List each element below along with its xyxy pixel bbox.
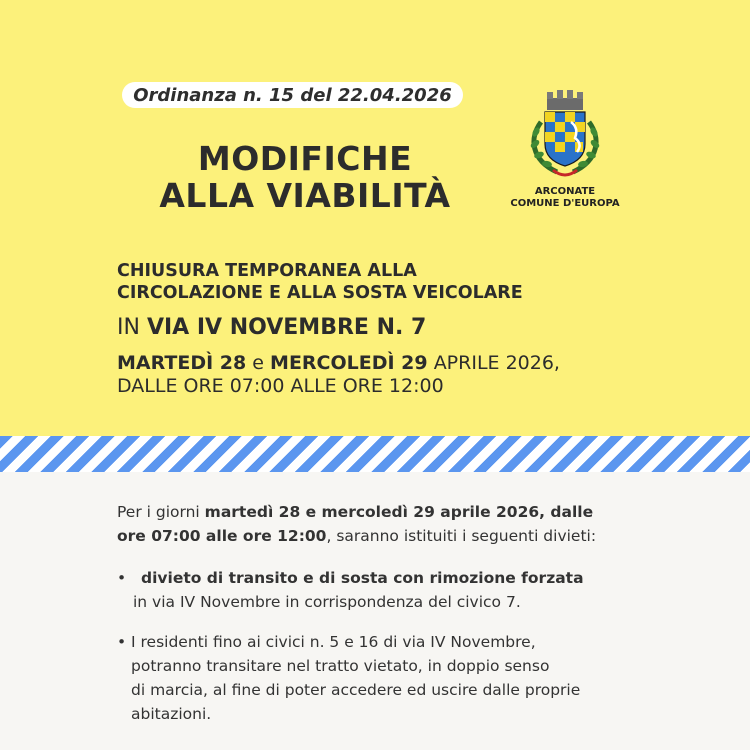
location-prefix: IN bbox=[117, 315, 140, 340]
title-line-1: MODIFICHE bbox=[197, 139, 413, 178]
striped-divider bbox=[0, 436, 750, 472]
bullet-2-line-1: I residenti fino ai civici n. 5 e 16 di via IV Novembre, bbox=[131, 633, 536, 651]
municipal-crest-logo bbox=[527, 88, 603, 184]
location-street: VIA IV NOVEMBRE N. 7 bbox=[146, 315, 427, 340]
bullet-2-line-2: potranno transitare nel tratto vietato, in doppio senso bbox=[131, 657, 550, 675]
list-item bbox=[117, 566, 637, 614]
page-title bbox=[120, 140, 490, 214]
bullet-icon: • bbox=[117, 633, 127, 651]
date-day-1: MARTEDÌ 28 bbox=[117, 352, 247, 374]
date-day-2: MERCOLEDÌ 29 bbox=[270, 352, 428, 374]
title-line-2: ALLA VIABILITÀ bbox=[159, 176, 451, 215]
intro-suffix: , saranno istituiti i seguenti divieti: bbox=[326, 527, 597, 545]
bullet-1-sub: in via IV Novembre in corrispondenza del civico 7. bbox=[133, 593, 521, 611]
municipality-name-line-1: ARCONATE bbox=[534, 186, 596, 197]
ordinance-text: Ordinanza n. 15 del 22.04.2026 bbox=[133, 84, 452, 106]
bullet-1-main: divieto di transito e di sosta con rimozione forzata bbox=[141, 569, 584, 587]
intro-hours: ore 07:00 alle ore 12:00 bbox=[117, 527, 327, 545]
ordinance-badge bbox=[122, 82, 463, 108]
intro-paragraph bbox=[117, 500, 637, 548]
time-range: DALLE ORE 07:00 ALLE ORE 12:00 bbox=[117, 375, 444, 397]
bullet-2-line-3: di marcia, al fine di poter accedere ed uscire dalle proprie bbox=[131, 681, 581, 699]
intro-prefix: Per i giorni bbox=[117, 503, 200, 521]
date-month-year: APRILE 2026, bbox=[433, 352, 560, 374]
location-line bbox=[117, 314, 426, 342]
closure-heading bbox=[117, 260, 523, 304]
bullet-2-line-4: abitazioni. bbox=[131, 705, 212, 723]
notice-body bbox=[117, 500, 637, 726]
date-line bbox=[117, 352, 560, 375]
closure-line-1: CHIUSURA TEMPORANEA ALLA bbox=[117, 261, 417, 281]
bullet-icon: • bbox=[117, 569, 127, 587]
municipality-name bbox=[490, 186, 640, 210]
intro-dates: martedì 28 e mercoledì 29 aprile 2026, dalle bbox=[204, 503, 594, 521]
municipality-name-line-2: COMUNE D'EUROPA bbox=[510, 198, 620, 209]
list-item bbox=[117, 630, 637, 726]
closure-line-2: CIRCOLAZIONE E ALLA SOSTA VEICOLARE bbox=[117, 283, 523, 303]
date-block bbox=[117, 352, 560, 398]
date-conjunction: e bbox=[252, 352, 264, 374]
